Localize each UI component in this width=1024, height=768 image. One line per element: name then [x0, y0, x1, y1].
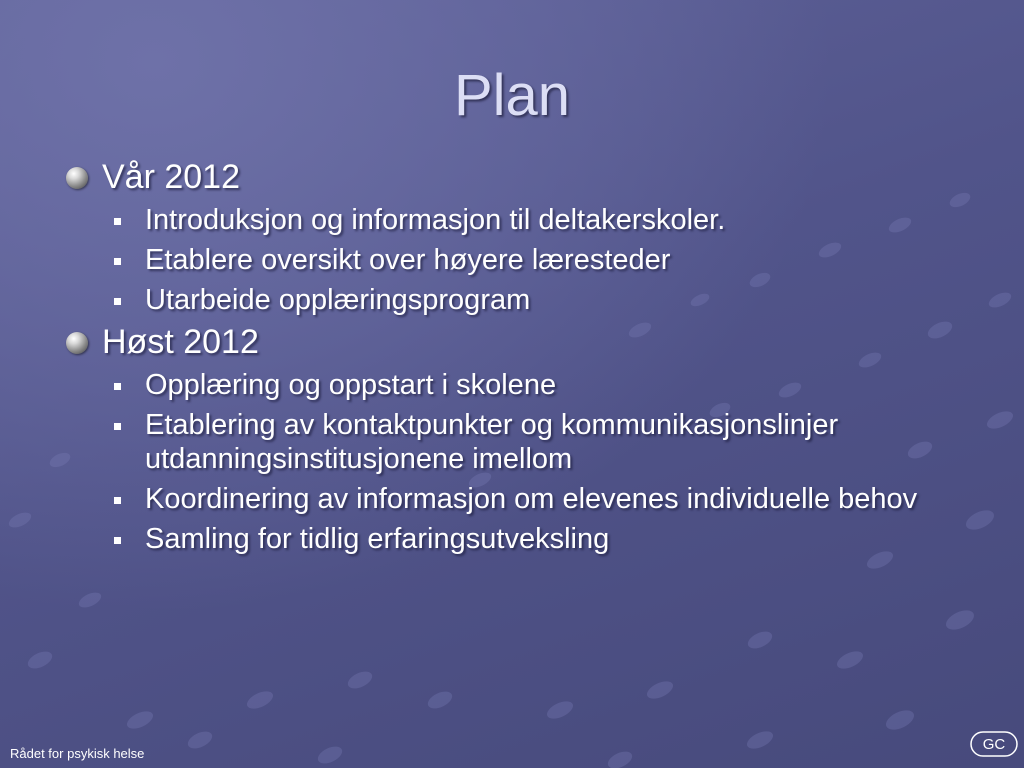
- list-item: [114, 243, 986, 277]
- gc-logo-text: GC: [982, 736, 1006, 753]
- square-bullet-icon: [114, 497, 121, 504]
- slide-title: Plan: [453, 63, 571, 128]
- section-heading: [66, 323, 986, 362]
- square-bullet-icon: [114, 537, 121, 544]
- section-heading-text: Vår 2012: [102, 158, 240, 196]
- section-heading-text: Høst 2012: [102, 323, 259, 361]
- list-item-text: Opplæring og oppstart i skolene: [145, 369, 557, 401]
- list-item-text: Koordinering av informasjon om elevenes individuelle behov: [145, 483, 918, 515]
- list-item: [114, 283, 986, 317]
- gc-logo: [970, 731, 1018, 757]
- square-bullet-icon: [114, 423, 121, 430]
- slide-content: [66, 154, 986, 562]
- list-item-text: Introduksjon og informasjon til deltakerskoler.: [145, 204, 726, 236]
- footer-organization: Rådet for psykisk helse: [10, 746, 145, 761]
- sphere-bullet-icon: [66, 167, 88, 189]
- square-bullet-icon: [114, 298, 121, 305]
- section-heading: [66, 158, 986, 197]
- sphere-bullet-icon: [66, 332, 88, 354]
- square-bullet-icon: [114, 218, 121, 225]
- list-item: [114, 203, 986, 237]
- list-item: [114, 368, 986, 402]
- list-item: [114, 482, 986, 516]
- list-item: [114, 522, 986, 556]
- list-item-text: Etablere oversikt over høyere læresteder: [145, 244, 671, 276]
- list-item-text: Utarbeide opplæringsprogram: [145, 284, 531, 316]
- list-item-text: Etablering av kontaktpunkter og kommunikasjonslinjer utdanningsinstitusjonene imellom: [145, 409, 839, 475]
- square-bullet-icon: [114, 258, 121, 265]
- list-item: [114, 408, 986, 476]
- list-item-text: Samling for tidlig erfaringsutveksling: [145, 523, 610, 555]
- square-bullet-icon: [114, 383, 121, 390]
